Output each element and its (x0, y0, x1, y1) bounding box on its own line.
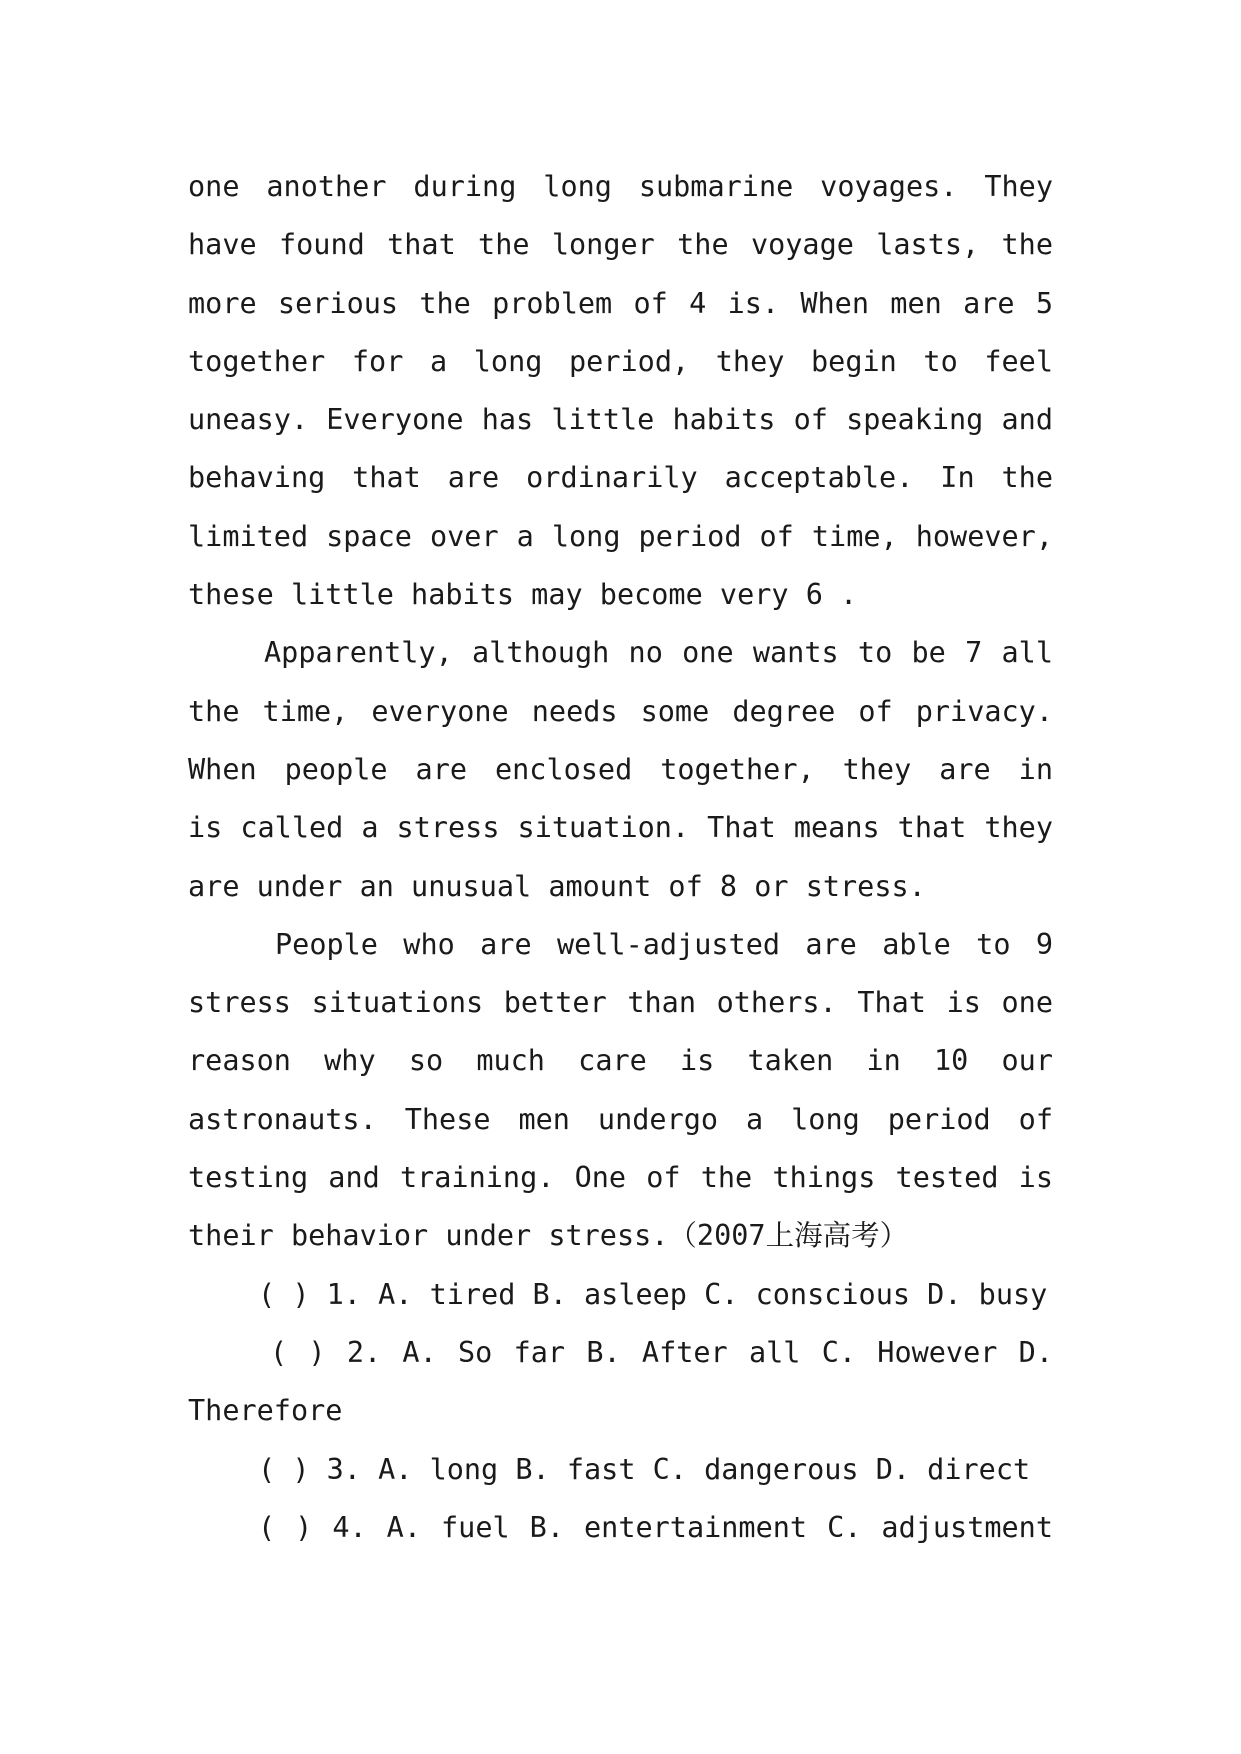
text-line: ( ) 4. A. fuel B. entertainment C. adjustment (258, 1510, 1053, 1544)
text-line: their behavior under stress.（2007上海高考） (188, 1219, 909, 1253)
passage-text (188, 158, 1053, 1557)
text-line: is called a stress situation. That means that they (188, 811, 1053, 845)
text-line: together for a long period, they begin to feel (188, 344, 1053, 378)
text-line: stress situations better than others. That is one (188, 986, 1053, 1020)
text-line: more serious the problem of 4 is. When men are 5 (188, 286, 1053, 320)
text-line: ( ) 1. A. tired B. asleep C. conscious D. busy (258, 1277, 1048, 1311)
text-line: uneasy. Everyone has little habits of speaking and (188, 403, 1053, 437)
text-line: behaving that are ordinarily acceptable. In the (188, 461, 1053, 495)
text-line: testing and training. One of the things tested is (188, 1161, 1053, 1195)
text-line: ( ) 3. A. long B. fast C. dangerous D. direct (258, 1452, 1031, 1486)
text-line: are under an unusual amount of 8 or stress. (188, 869, 926, 903)
text-line: Therefore (188, 1394, 343, 1428)
text-line: Apparently, although no one wants to be 7 all (264, 636, 1053, 670)
text-line: astronauts. These men undergo a long period of (188, 1102, 1053, 1136)
text-line: one another during long submarine voyages. They (188, 170, 1053, 203)
text-line: reason why so much care is taken in 10 our (188, 1044, 1053, 1078)
text-line: these little habits may become very 6 . (188, 578, 858, 612)
text-line: People who are well-adjusted are able to 9 (275, 927, 1053, 961)
text-line: limited space over a long period of time, however, (188, 519, 1053, 553)
text-line: have found that the longer the voyage lasts, the (188, 228, 1053, 262)
text-line: ( ) 2. A. So far B. After all C. However D. (270, 1335, 1053, 1369)
text-line: When people are enclosed together, they are in (188, 752, 1053, 786)
text-line: the time, everyone needs some degree of privacy. (188, 694, 1053, 728)
